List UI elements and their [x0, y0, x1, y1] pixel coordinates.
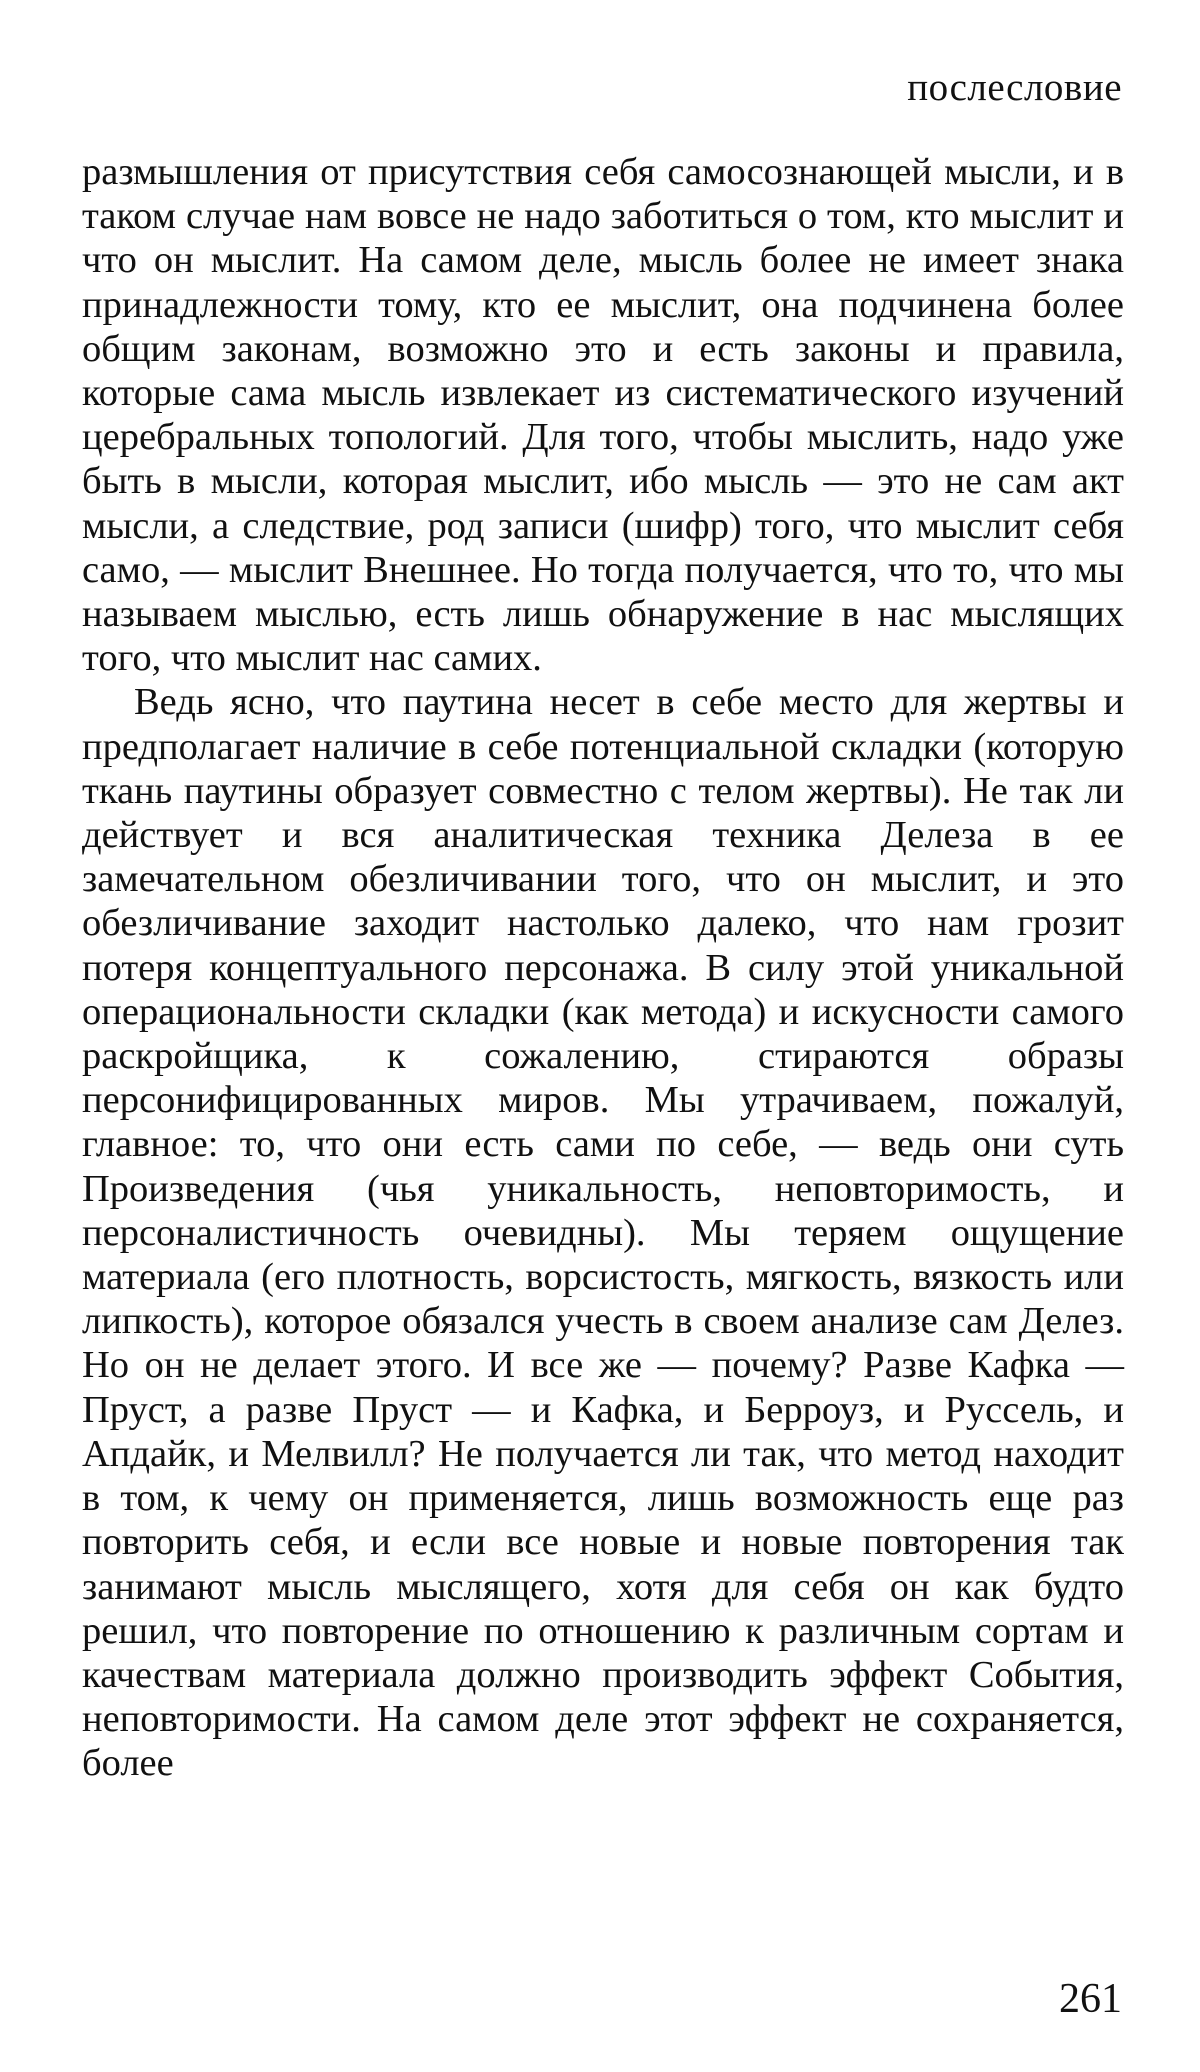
running-header: послесловие [907, 66, 1122, 109]
paragraph-continued: размышления от присутствия себя самосознающей мысли, и в таком случае нам вовсе не надо заботиться о том, кто мыслит и что он мыслит. На самом деле, мысль более не имеет знака принадлежности тому, кто ее мыслит, она подчинена более общим законам, возможно это и есть законы и правила, которые сама мысль извлекает из систематического изучений церебральных топологий. Для того, чтобы мыслить, надо уже быть в мысли, которая мыслит, ибо мысль — это не сам акт мысли, а следствие, род записи (шифр) того, что мыслит себя само, — мыслит Внешнее. Но тогда получается, что то, что мы называем мыслью, есть лишь обнаружение в нас мыслящих того, что мыслит нас самих. [82, 151, 1124, 680]
main-text [82, 150, 1124, 1786]
page-number: 261 [1059, 1976, 1122, 2022]
paragraph: Ведь ясно, что паутина несет в себе место для жертвы и предполагает наличие в себе потенциальной складки (которую ткань паутины образует совместно с телом жертвы). Не так ли действует и вся аналитическая техника Делеза в ее замечательном обезличивании того, что он мыслит, и это обезличивание заходит настолько далеко, что нам грозит потеря концептуального персонажа. В силу этой уникальной операциональности складки (как метода) и искусности самого раскройщика, к сожалению, стираются образы персонифицированных миров. Мы утрачиваем, пожалуй, главное: то, что они есть сами по себе, — ведь они суть Произведения (чья уникальность, неповторимость, и персоналистичность очевидны). Мы теряем ощущение материала (его плотность, ворсистость, мягкость, вязкость или липкость), которое обязался учесть в своем анализе сам Делез. Но он не делает этого. И все же — почему? Разве Кафка — Пруст, а разве Пруст — и Кафка, и Берроуз, и Руссель, и Апдайк, и Мелвилл? Не получается ли так, что метод находит в том, к чему он применяется, лишь возможность еще раз повторить себя, и если все новые и новые повторения так занимают мысль мыслящего, хотя для себя он как будто решил, что повторение по отношению к различным сортам и качествам материала должно производить эффект События, неповторимости. На самом деле этот эффект не сохраняется, более [82, 681, 1124, 1785]
